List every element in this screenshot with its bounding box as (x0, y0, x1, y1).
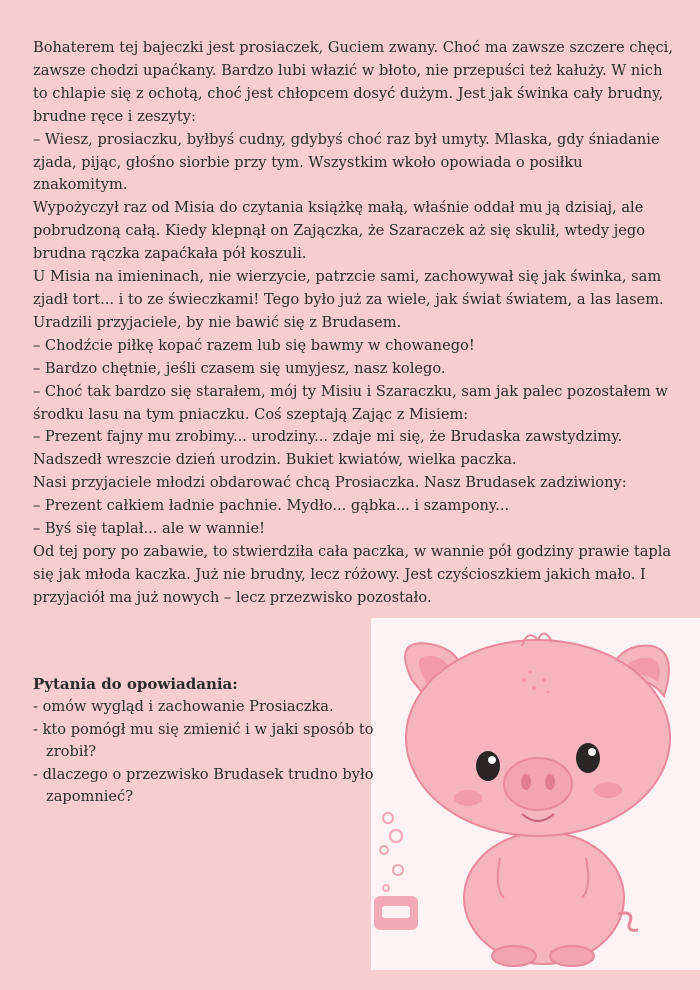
questions-section (33, 672, 378, 809)
story-paragraph: – Wiesz, prosiaczku, byłbyś cudny, gdybyś choć raz był umyty. Mlaska, gdy śniadanie zjada, pijąc, głośno siorbie przy tym. Wszystkim wkoło opowiada o posiłku znakomitym. (33, 130, 660, 194)
story-paragraph: – Byś się taplał... ale w wannie! (33, 520, 265, 538)
story-paragraph: Od tej pory po zabawie, to stwierdziła cała paczka, w wannie pół godziny prawie tapla się jak młoda kaczka. Już nie brudny, lecz różowy. Jest czyścioszkiem jakich mało. I przyjaciół ma już nowych – lecz przezwisko pozostało. (33, 542, 672, 606)
bubbles-decoration (380, 813, 403, 891)
story-paragraph: – Prezent fajny mu zrobimy... urodziny... zdaje mi się, że Brudaska zawstydzimy. Nadszedł wreszcie dzień urodzin. Bukiet kwiatów, wielka paczka. (33, 428, 623, 469)
question-item: - omów wygląd i zachowanie Prosiaczka. (33, 698, 334, 715)
story-paragraph: – Bardzo chętnie, jeśli czasem się umyjesz, nasz kolego. (33, 359, 446, 377)
story-paragraph: Nasi przyjaciele młodzi obdarować chcą Prosiaczka. Nasz Brudasek zadziwiony: (33, 474, 627, 492)
soap-box-decoration (374, 896, 418, 930)
story-paragraph: U Misia na imieninach, nie wierzycie, patrzcie sami, zachowywał się jak świnka, sam zjadł tort... i to ze świeczkami! Tego było już za wiele, jak świat światem, a las lasem. Uradzili przyjaciele, by nie bawić się z Brudasem. (33, 268, 664, 331)
question-item: - dlaczego o przezwisko Brudasek trudno było zapomnieć? (33, 765, 374, 806)
story-text (33, 37, 673, 610)
story-paragraph: Wypożyczył raz od Misia do czytania książkę małą, właśnie oddał mu ją dzisiaj, ale pobrudzoną całą. Kiedy klepnął on Zajączka, że Szaraczek aż się skulił, wtedy jego brudna rączka zapaćkała pół koszuli. (33, 199, 646, 263)
story-paragraph: – Chodźcie piłkę kopać razem lub się bawmy w chowanego! (33, 336, 475, 354)
pig-snout (504, 758, 572, 810)
story-paragraph: – Choć tak bardzo się starałem, mój ty Misiu i Szaraczku, sam jak palec pozostałem w środku lasu na tym pniaczku. Coś szeptają Zając z Misiem: (33, 382, 668, 423)
pig-illustration (372, 618, 700, 970)
story-paragraph: – Prezent całkiem ładnie pachnie. Mydło... gąbka... i szampony... (33, 497, 510, 515)
pig-body (464, 832, 624, 964)
question-item: - kto pomógł mu się zmienić i w jaki sposób to zrobił? (33, 720, 374, 761)
story-paragraph: Bohaterem tej bajeczki jest prosiaczek, Guciem zwany. Choć ma zawsze szczere chęci, zawsze chodzi upaćkany. Bardzo lubi włazić w błoto, nie przepuści też kałuży. W nich to chlapie się z ochotą, choć jest chłopcem dosyć dużym. Jest jak świnka cały brudny, brudne ręce i zeszyty: (33, 39, 673, 125)
questions-heading: Pytania do opowiadania: (33, 675, 238, 693)
